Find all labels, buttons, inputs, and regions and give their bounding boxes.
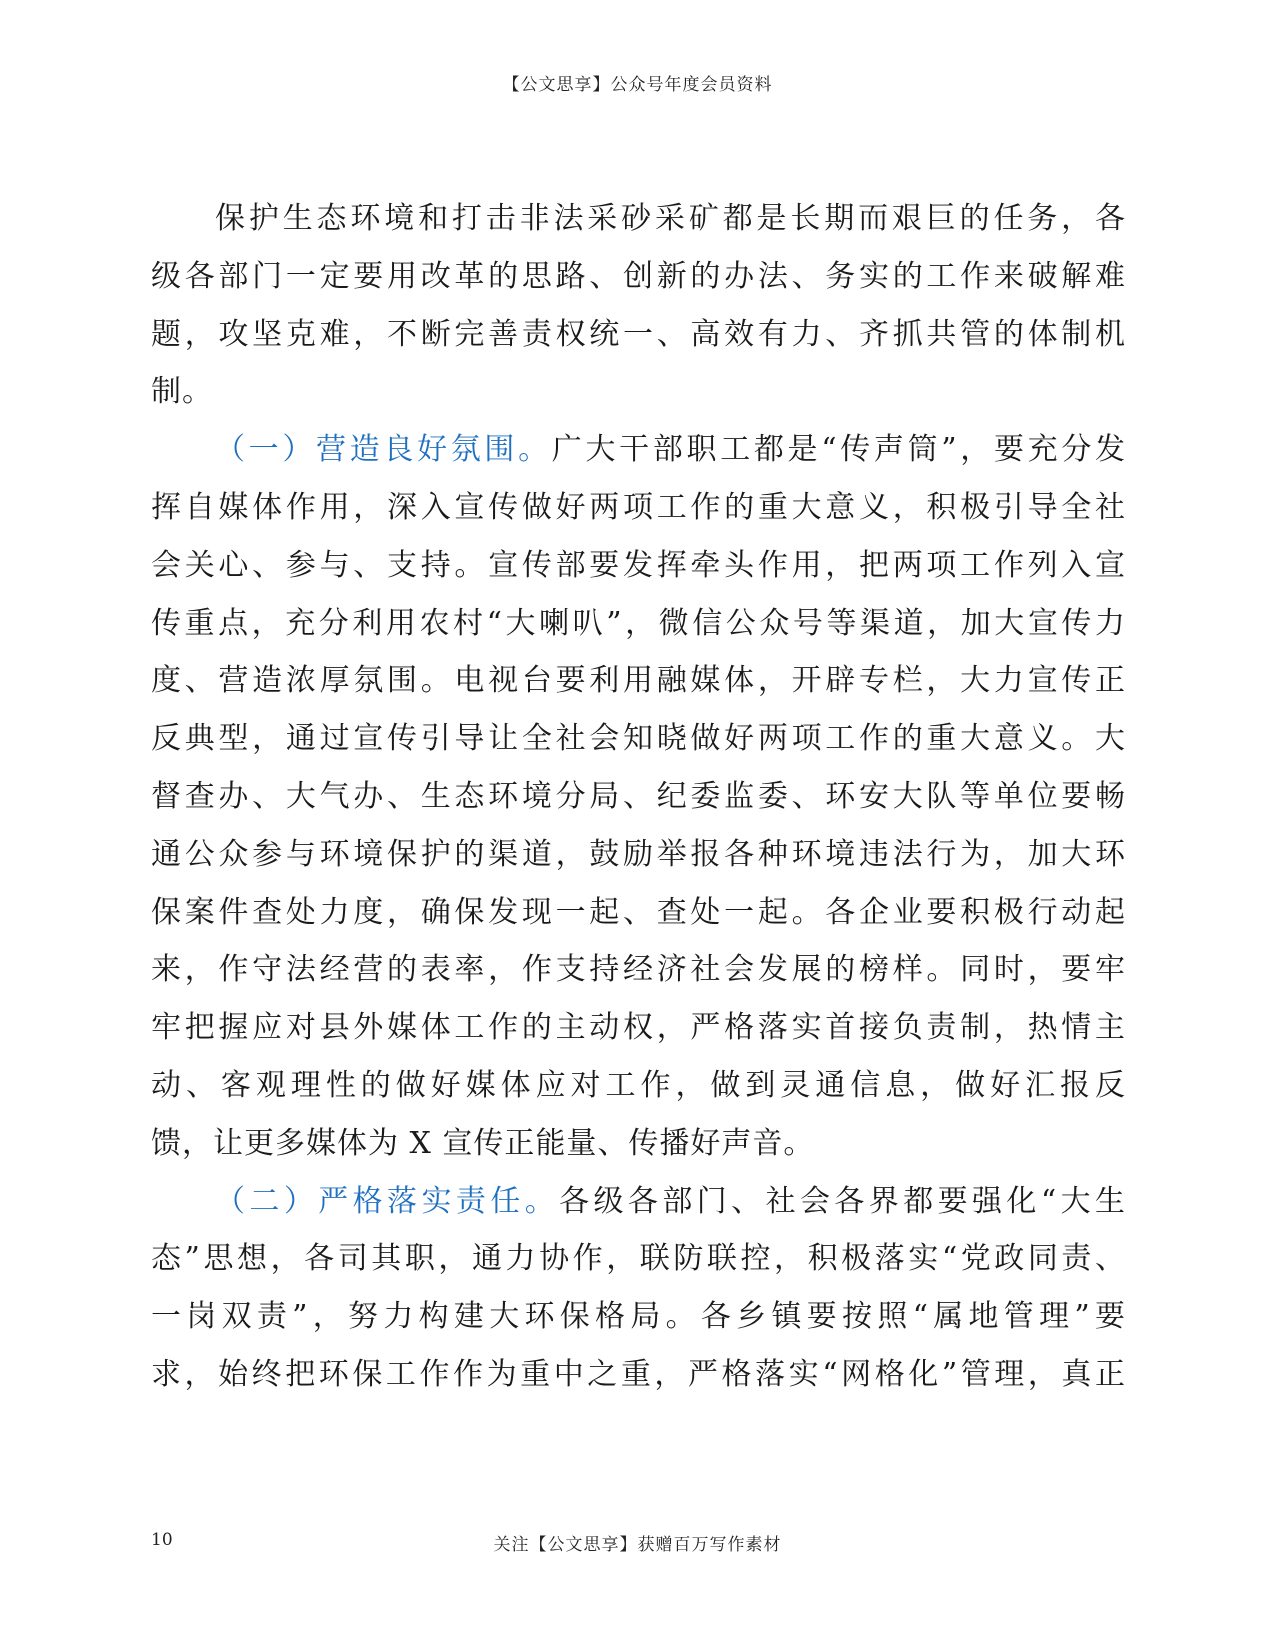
paragraph-line: 动、客观理性的做好媒体应对工作，做到灵通信息，做好汇报反	[151, 1067, 1126, 1103]
paragraph-line: 保案件查处力度，确保发现一起、查处一起。各企业要积极行动起	[151, 894, 1126, 930]
paragraph-line	[151, 421, 1126, 479]
paragraph-line: 保护生态环境和打击非法采砂采矿都是长期而艰巨的任务，各	[215, 201, 1126, 236]
page-number: 10	[151, 1530, 173, 1550]
paragraph-line: 一岗双责”，努力构建大环保格局。各乡镇要按照“属地管理”要	[151, 1299, 1126, 1335]
page-header: 【公文思享】公众号年度会员资料	[502, 75, 773, 95]
paragraph-line: 馈，让更多媒体为 X 宣传正能量、传播好声音。	[151, 1125, 815, 1161]
paragraph-line: 挥自媒体作用，深入宣传做好两项工作的重大意义，积极引导全社	[151, 489, 1126, 525]
paragraph-line: 会关心、参与、支持。宣传部要发挥牵头作用，把两项工作列入宣	[151, 547, 1126, 583]
paragraph-line: 题，攻坚克难，不断完善责权统一、高效有力、齐抓共管的体制机	[151, 316, 1126, 352]
document-body	[151, 190, 1126, 1404]
section-heading: （一）营造良好氛围。	[215, 432, 552, 468]
paragraph-line: 级各部门一定要用改革的思路、创新的办法、务实的工作来破解难	[151, 258, 1126, 294]
paragraph-line: 通公众参与环境保护的渠道，鼓励举报各种环境违法行为，加大环	[151, 836, 1126, 872]
paragraph-line: 督查办、大气办、生态环境分局、纪委监委、环安大队等单位要畅	[151, 778, 1126, 814]
paragraph-line: 度、营造浓厚氛围。电视台要利用融媒体，开辟专栏，大力宣传正	[151, 663, 1126, 699]
paragraph-line: 来，作守法经营的表率，作支持经济社会发展的榜样。同时，要牢	[151, 952, 1126, 988]
paragraph-line: 态”思想，各司其职，通力协作，联防联控，积极落实“党政同责、	[151, 1241, 1126, 1277]
paragraph-line: 传重点，充分利用农村“大喇叭”，微信公众号等渠道，加大宣传力	[151, 605, 1126, 641]
paragraph-text: 广大干部职工都是“传声筒”，要充分发	[551, 432, 1127, 468]
paragraph-line: 反典型，通过宣传引导让全社会知晓做好两项工作的重大意义。大	[151, 721, 1126, 757]
section-heading: （二）严格落实责任。	[215, 1183, 560, 1219]
paragraph-line: 求，始终把环保工作作为重中之重，严格落实“网格化”管理，真正	[151, 1356, 1126, 1392]
paragraph-line	[151, 1173, 1126, 1231]
page-footer: 关注【公文思享】获赠百万写作素材	[493, 1535, 782, 1555]
paragraph-line: 牢把握应对县外媒体工作的主动权，严格落实首接负责制，热情主	[151, 1010, 1126, 1046]
paragraph-text: 各级各部门、社会各界都要强化“大生	[559, 1183, 1127, 1219]
paragraph-line: 制。	[151, 374, 213, 410]
